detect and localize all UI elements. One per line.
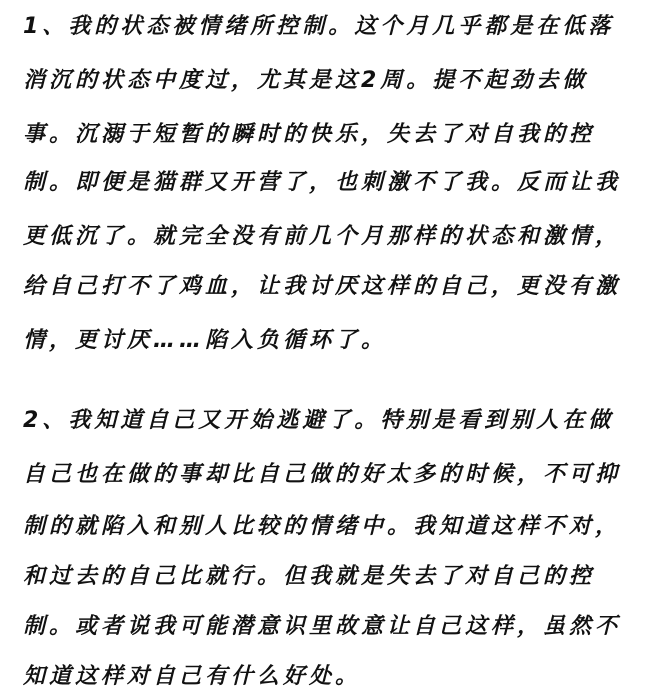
paragraph-1-line-2: 消沉的状态中度过，尤其是这2周。提不起劲去做 (23, 68, 589, 93)
paragraph-1-line-4: 制。即便是猫群又开营了，也刺激不了我。反而让我 (23, 170, 622, 195)
paragraph-1-line-3: 事。沉溺于短暂的瞬时的快乐，失去了对自我的控 (23, 122, 596, 147)
paragraph-2-line-6: 知道这样对自己有什么好处。 (23, 664, 362, 689)
paragraph-2-line-4: 和过去的自己比就行。但我就是失去了对自己的控 (23, 564, 596, 589)
paragraph-1-line-1: 1、我的状态被情绪所控制。这个月几乎都是在低落 (23, 14, 615, 39)
paragraph-1-line-5: 更低沉了。就完全没有前几个月那样的状态和激情， (23, 224, 622, 249)
paragraph-2-line-5: 制。或者说我可能潜意识里故意让自己这样，虽然不 (23, 614, 622, 639)
paragraph-1-line-6: 给自己打不了鸡血，让我讨厌这样的自己，更没有激 (23, 274, 622, 299)
paragraph-2-line-2: 自己也在做的事却比自己做的好太多的时候，不可抑 (23, 462, 622, 487)
paragraph-1-line-7: 情，更讨厌……陷入负循环了。 (23, 328, 388, 353)
paragraph-2-line-1: 2、我知道自己又开始逃避了。特别是看到别人在做 (23, 408, 615, 433)
paragraph-2-line-3: 制的就陷入和别人比较的情绪中。我知道这样不对， (23, 514, 622, 539)
